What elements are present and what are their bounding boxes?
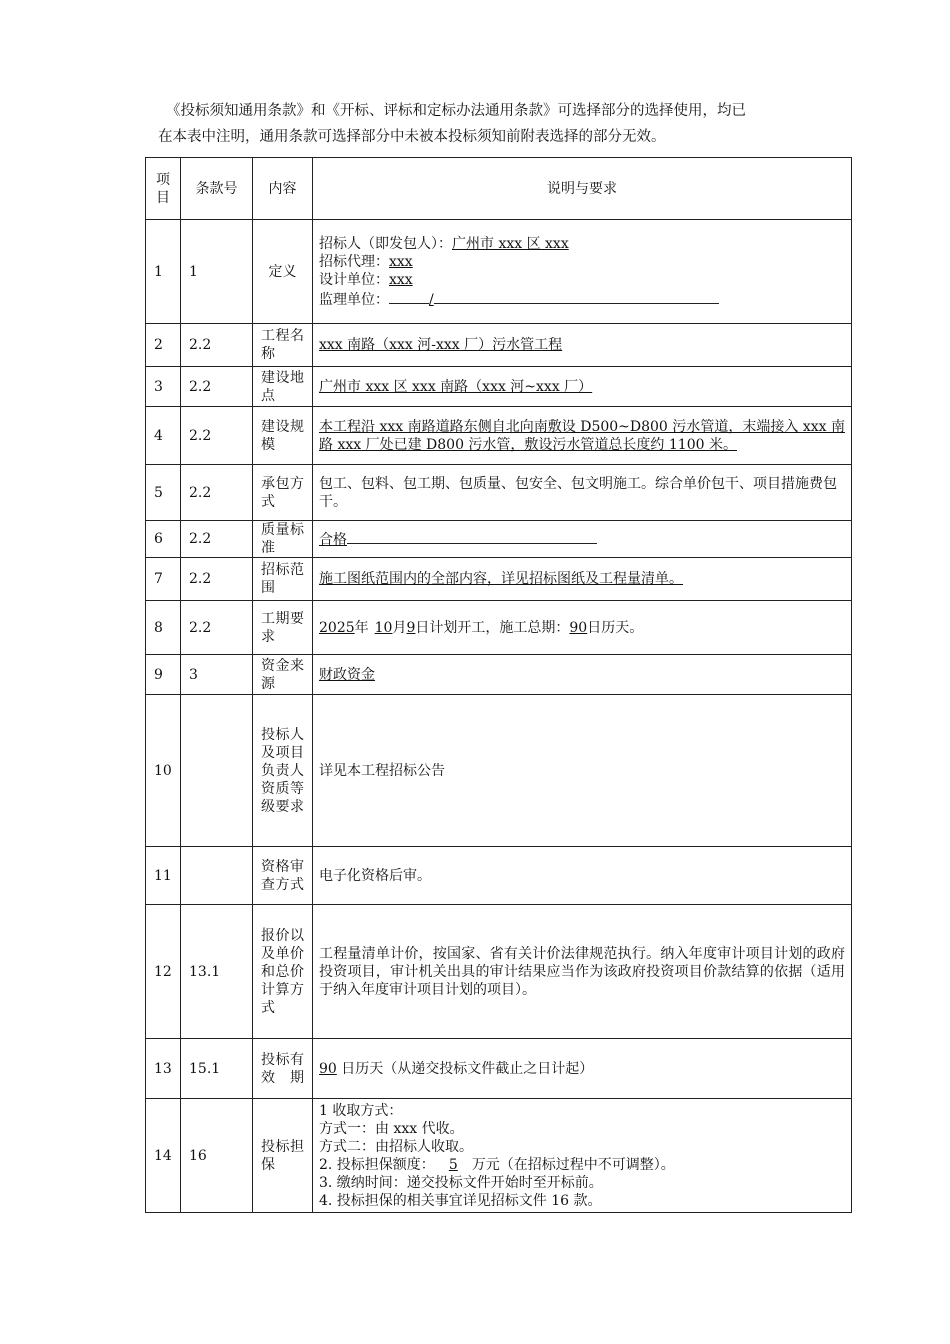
requirements-table (145, 157, 852, 1213)
agent-label: 招标代理： (319, 253, 389, 270)
text: 日计划开工，施工总期： (415, 619, 570, 636)
text: 日历天。 (587, 619, 644, 636)
table-row (146, 695, 852, 847)
header-item: 项目 (146, 158, 181, 220)
text: 3. 缴纳时间：递交投标文件开始时至开标前。 (319, 1174, 603, 1191)
row-item: 10 (146, 695, 181, 847)
table-row (146, 905, 852, 1039)
table-row (146, 367, 852, 407)
row-content: 建设地点 (253, 367, 313, 407)
row-desc (313, 601, 852, 655)
table-row (146, 324, 852, 367)
row-item: 1 (146, 220, 181, 324)
start-month: 10 (374, 619, 393, 636)
row-desc: 施工图纸范围内的全部内容，详见招标图纸及工程量清单。 (313, 558, 852, 601)
row-item: 14 (146, 1099, 181, 1213)
text: 方式二：由招标人收取。 (319, 1138, 473, 1155)
row-clause: 13.1 (181, 905, 253, 1039)
table-row (146, 521, 852, 558)
row-clause: 3 (181, 655, 253, 695)
supervisor-label: 监理单位： (319, 291, 389, 308)
supervisor-value: / (429, 291, 434, 308)
table-row (146, 1039, 852, 1099)
row-content: 投标人及项目负责人资质等级要求 (253, 695, 313, 847)
table-row (146, 655, 852, 695)
table-row (146, 220, 852, 324)
row-clause: 2.2 (181, 324, 253, 367)
intro-line-2: 在本表中注明，通用条款可选择部分中未被本投标须知前附表选择的部分无效。 (158, 129, 666, 145)
designer-value: xxx (389, 271, 413, 288)
row-desc: 本工程沿 xxx 南路道路东侧自北向南敷设 D500~D800 污水管道，末端接入 xxx 南路 xxx 厂处已建 D800 污水管，敷设污水管道总长度约 1100 米。 (313, 407, 852, 465)
row-desc: 工程量清单计价，按国家、省有关计价法律规范执行。纳入年度审计项目计划的政府投资项目，审计机关出具的审计结果应当作为该政府投资项目价款结算的依据（适用于纳入年度审计项目计划的项目）。 (313, 905, 852, 1039)
row-clause: 2.2 (181, 367, 253, 407)
table-header-row (146, 158, 852, 220)
table-row (146, 601, 852, 655)
tenderer-value: 广州市 xxx 区 xxx (452, 235, 569, 252)
row-content: 报价以及单价和总价计算方式 (253, 905, 313, 1039)
text: 4. 投标担保的相关事宜详见招标文件 16 款。 (319, 1192, 602, 1209)
row-clause (181, 695, 253, 847)
row-item: 7 (146, 558, 181, 601)
row-content: 招标范围 (253, 558, 313, 601)
text: 方式一：由 xxx 代收。 (319, 1120, 464, 1137)
text: 1 收取方式： (319, 1102, 403, 1119)
text: 日历天（从递交投标文件截止之日计起） (336, 1060, 594, 1077)
row-desc: xxx 南路（xxx 河-xxx 厂）污水管工程 (313, 324, 852, 367)
row-desc: 财政资金 (313, 655, 852, 695)
total-days: 90 (569, 619, 588, 636)
row-clause: 2.2 (181, 407, 253, 465)
row-content: 工期要求 (253, 601, 313, 655)
row-clause: 2.2 (181, 601, 253, 655)
row-clause: 16 (181, 1099, 253, 1213)
intro-paragraph (158, 98, 848, 150)
row-item: 2 (146, 324, 181, 367)
row-clause: 2.2 (181, 558, 253, 601)
designer-label: 设计单位： (319, 271, 389, 288)
row-desc: 详见本工程招标公告 (313, 695, 852, 847)
row-content: 质量标准 (253, 521, 313, 558)
row-content: 工程名称 (253, 324, 313, 367)
table-row (146, 465, 852, 521)
row-desc (313, 220, 852, 324)
row-item: 4 (146, 407, 181, 465)
row-item: 11 (146, 847, 181, 905)
row-content: 资金来源 (253, 655, 313, 695)
table-row (146, 847, 852, 905)
quality-value: 合格 (319, 532, 347, 548)
row-content: 资格审查方式 (253, 847, 313, 905)
table-row (146, 407, 852, 465)
row-desc: 包工、包料、包工期、包质量、包安全、包文明施工。综合单价包干、项目措施费包干。 (313, 465, 852, 521)
header-desc: 说明与要求 (313, 158, 852, 220)
row-desc: 电子化资格后审。 (313, 847, 852, 905)
text: 月 (392, 619, 407, 636)
text: 2. 投标担保额度： (319, 1156, 435, 1173)
row-clause (181, 847, 253, 905)
row-item: 9 (146, 655, 181, 695)
row-item: 8 (146, 601, 181, 655)
table-row (146, 558, 852, 601)
row-content: 承包方式 (253, 465, 313, 521)
row-item: 5 (146, 465, 181, 521)
header-clause: 条款号 (181, 158, 253, 220)
row-clause: 1 (181, 220, 253, 324)
row-item: 6 (146, 521, 181, 558)
row-clause: 15.1 (181, 1039, 253, 1099)
row-item: 12 (146, 905, 181, 1039)
tenderer-label: 招标人（即发包人）： (319, 235, 452, 252)
row-content: 建设规模 (253, 407, 313, 465)
intro-line-1: 《投标须知通用条款》和《开标、评标和定标办法通用条款》可选择部分的选择使用，均已 (166, 103, 746, 119)
row-item: 3 (146, 367, 181, 407)
agent-value: xxx (389, 253, 413, 270)
row-content: 定义 (253, 220, 313, 324)
header-content: 内容 (253, 158, 313, 220)
row-clause: 2.2 (181, 465, 253, 521)
row-desc (313, 521, 852, 558)
text: 万元（在招标过程中不可调整）。 (471, 1156, 675, 1173)
guarantee-amount: 5 (448, 1156, 458, 1173)
row-desc (313, 1039, 852, 1099)
text: 年 (354, 619, 369, 636)
row-clause: 2.2 (181, 521, 253, 558)
start-day: 9 (406, 619, 416, 636)
row-desc (313, 1099, 852, 1213)
row-content: 投标担保 (253, 1099, 313, 1213)
table-row (146, 1099, 852, 1213)
start-year: 2025 (319, 619, 355, 636)
validity-days: 90 (319, 1060, 337, 1077)
row-content: 投标有效期 (253, 1039, 313, 1099)
row-desc: 广州市 xxx 区 xxx 南路（xxx 河~xxx 厂） (313, 367, 852, 407)
row-item: 13 (146, 1039, 181, 1099)
